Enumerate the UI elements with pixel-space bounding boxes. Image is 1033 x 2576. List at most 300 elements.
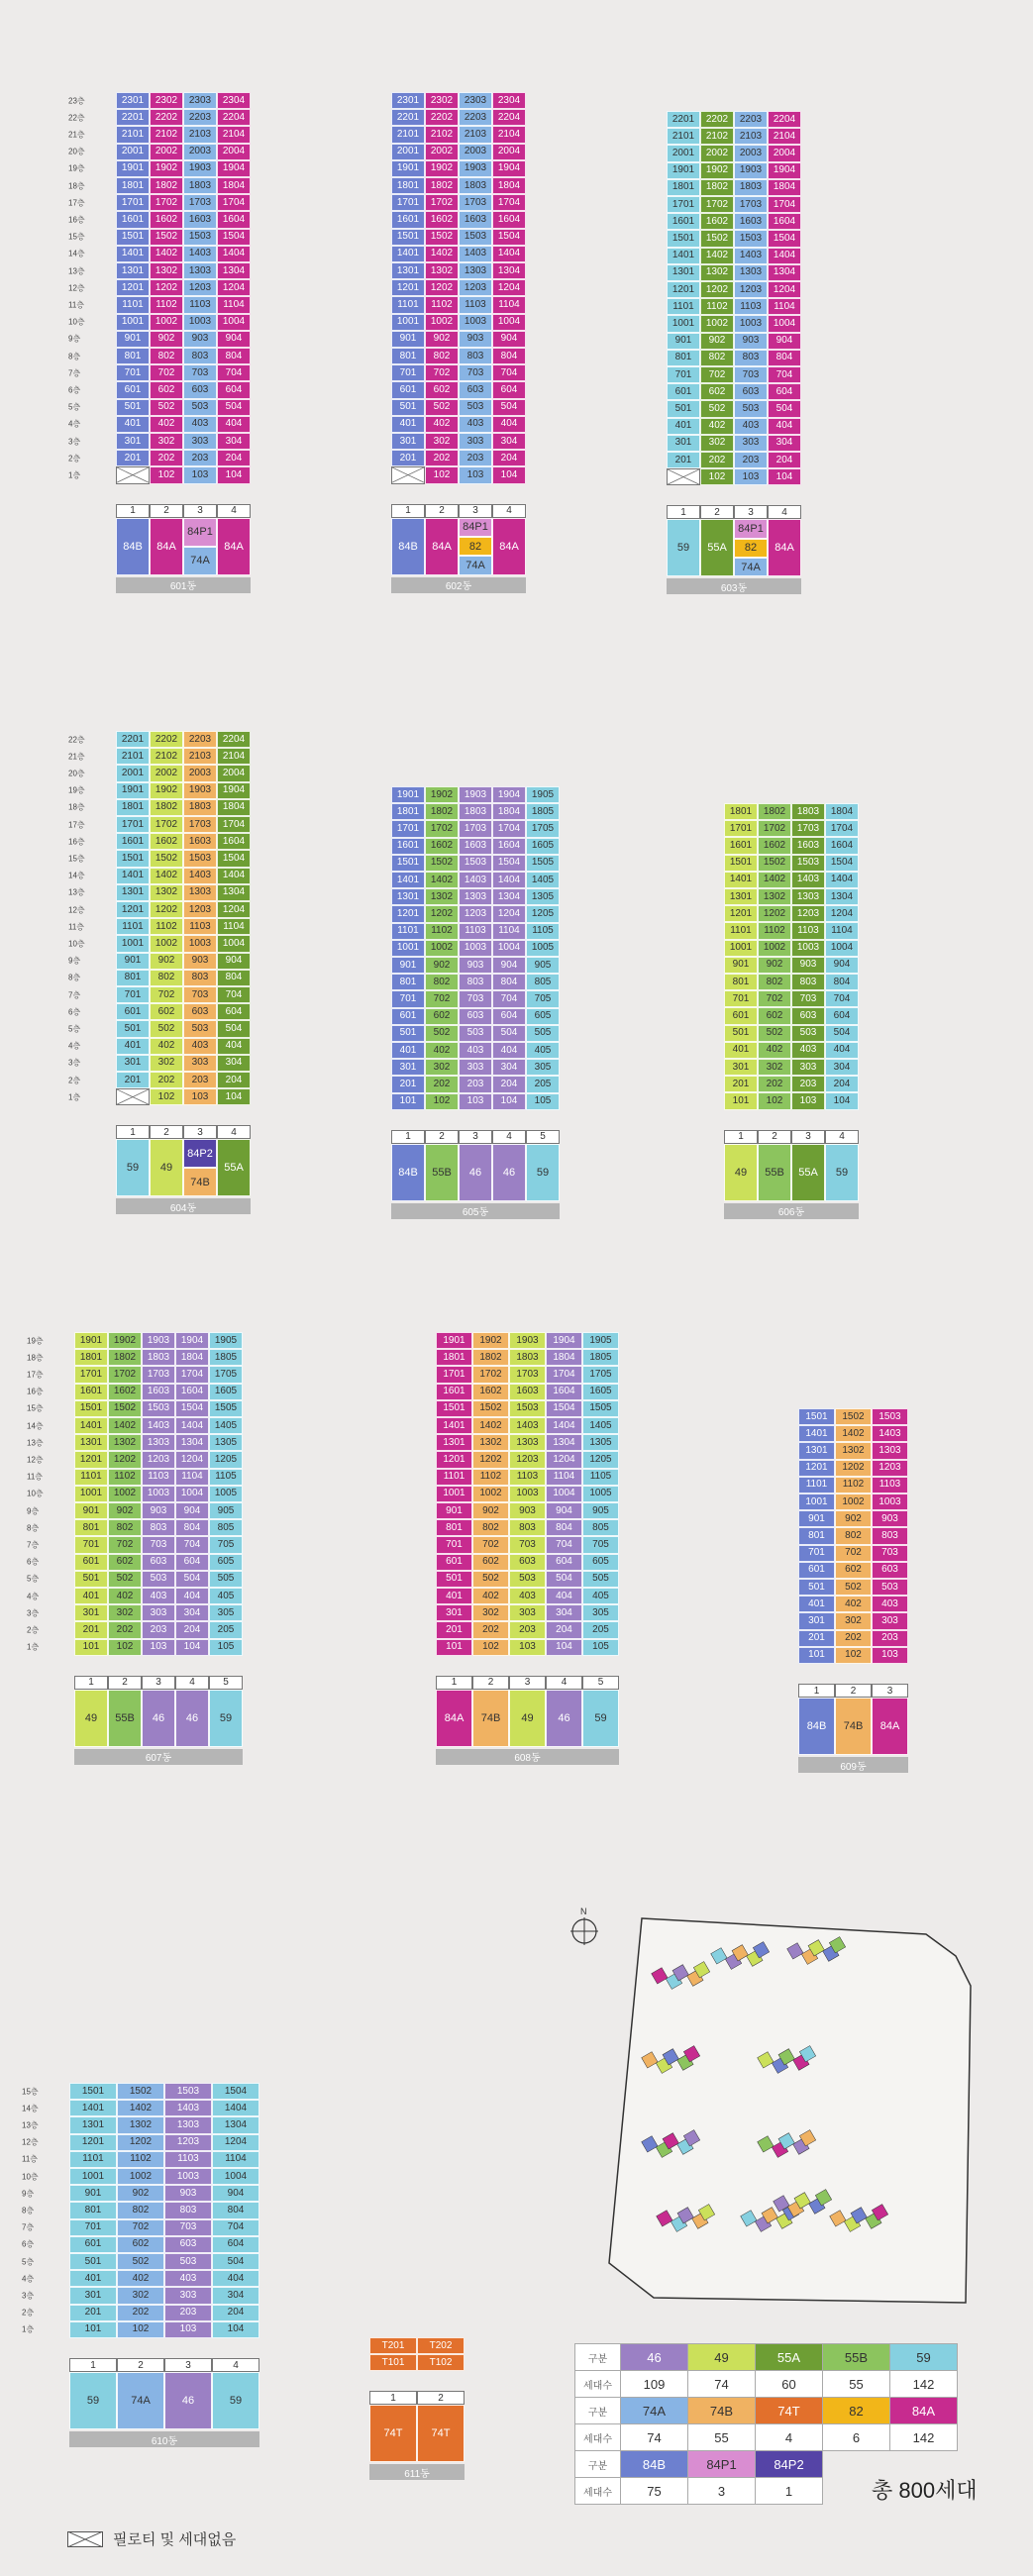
unit-cell: 804	[825, 974, 859, 990]
unit-cell: 1405	[582, 1417, 619, 1434]
unit-cell: 1304	[825, 888, 859, 905]
building-name: 605동	[391, 1203, 560, 1219]
unit-type-box: 55A	[700, 519, 734, 576]
unit-cell: 501	[74, 1571, 108, 1588]
unit-cell: 402	[150, 416, 183, 433]
unit-cell: 401	[116, 1038, 150, 1055]
unit-cell: 903	[459, 331, 492, 348]
unit-cell: 902	[425, 331, 459, 348]
unit-cell: 402	[150, 1038, 183, 1055]
unit-cell: 804	[768, 350, 801, 366]
column-header: 4	[825, 1130, 859, 1144]
floor-label: 3층	[27, 1608, 40, 1618]
unit-cell: 603	[183, 1003, 217, 1020]
unit-cell: 1302	[425, 888, 459, 905]
unit-cell: 1504	[492, 855, 526, 872]
unit-cell: 803	[183, 348, 217, 364]
column-header: 1	[69, 2358, 117, 2372]
unit-cell: 705	[582, 1536, 619, 1553]
unit-cell: 901	[391, 331, 425, 348]
unit-cell: 203	[791, 1076, 825, 1092]
unit-cell: 1002	[835, 1494, 872, 1510]
unit-cell: 1802	[472, 1349, 509, 1366]
column-header: 2	[150, 1125, 183, 1139]
floor-label: 3층	[22, 2291, 35, 2301]
unit-cell: 101	[798, 1647, 835, 1664]
unit-cell: 1201	[798, 1460, 835, 1477]
unit-cell: 403	[459, 1042, 492, 1059]
unit-cell: 502	[117, 2253, 164, 2270]
unit-cell: 803	[164, 2202, 212, 2218]
unit-cell: 1401	[74, 1417, 108, 1434]
unit-cell: 104	[175, 1639, 209, 1656]
unit-cell: 101	[391, 1093, 425, 1110]
legend-type-55B: 55B	[823, 2344, 890, 2371]
unit-type-box: 84A	[150, 518, 183, 575]
unit-cell: 402	[758, 1042, 791, 1059]
floor-label: 9층	[68, 956, 81, 966]
unit-cell: 804	[212, 2202, 259, 2218]
unit-cell: 1203	[164, 2134, 212, 2151]
floor-label: 7층	[27, 1540, 40, 1550]
unit-cell: 1804	[175, 1349, 209, 1366]
unit-cell: 1603	[459, 211, 492, 228]
unit-cell: 1501	[74, 1400, 108, 1417]
unit-type-box: 59	[825, 1144, 859, 1201]
building-name: 608동	[436, 1749, 619, 1765]
unit-cell: 303	[734, 435, 768, 452]
unit-cell: 1103	[734, 298, 768, 315]
unit-cell: 1603	[459, 838, 492, 855]
unit-cell: 1004	[492, 940, 526, 957]
unit-cell: 602	[758, 1007, 791, 1024]
floor-label: 4층	[22, 2274, 35, 2284]
column-header: 2	[117, 2358, 164, 2372]
floor-label: 14층	[27, 1421, 44, 1431]
unit-cell: 1701	[724, 820, 758, 837]
unit-cell: 1904	[217, 160, 251, 177]
unit-cell: 201	[391, 450, 425, 466]
unit-cell: 904	[217, 331, 251, 348]
floor-label: 6층	[27, 1557, 40, 1567]
unit-cell: 302	[150, 1055, 183, 1072]
unit-cell: 1903	[509, 1332, 546, 1349]
unit-cell: 1102	[472, 1469, 509, 1486]
unit-cell: 1901	[667, 162, 700, 179]
unit-cell: 1605	[582, 1384, 619, 1400]
column-header: 3	[459, 504, 492, 518]
unit-cell: 1603	[509, 1384, 546, 1400]
unit-cell: 203	[734, 452, 768, 468]
column-header: 1	[116, 504, 150, 518]
floor-label: 2층	[68, 454, 81, 464]
unit-cell: 904	[217, 953, 251, 970]
unit-cell: 1901	[116, 160, 150, 177]
unit-cell: 1101	[116, 918, 150, 935]
unit-type-box: 74B	[183, 1168, 217, 1196]
unit-cell: 102	[117, 2321, 164, 2338]
unit-cell: 503	[142, 1571, 175, 1588]
unit-cell: 1603	[791, 837, 825, 854]
legend-type-84A: 84A	[890, 2398, 958, 2424]
unit-cell: 802	[835, 1527, 872, 1544]
unit-cell: 104	[212, 2321, 259, 2338]
unit-cell: 601	[798, 1562, 835, 1579]
unit-cell: 604	[212, 2236, 259, 2253]
unit-cell: 2102	[425, 126, 459, 143]
unit-cell: 2201	[116, 109, 150, 126]
unit-cell: 1301	[436, 1434, 472, 1451]
unit-cell: 302	[108, 1604, 142, 1621]
column-header: 1	[724, 1130, 758, 1144]
unit-cell: 1502	[150, 229, 183, 246]
unit-cell: 1204	[212, 2134, 259, 2151]
unit-cell: 2104	[217, 126, 251, 143]
unit-cell: 1602	[758, 837, 791, 854]
floor-label: 18층	[68, 181, 85, 191]
unit-cell: 2004	[217, 144, 251, 160]
floor-label: 12층	[68, 283, 85, 293]
unit-cell: 1202	[472, 1451, 509, 1468]
unit-cell: 1701	[116, 194, 150, 211]
unit-cell: 1302	[117, 2116, 164, 2133]
unit-cell: 1403	[872, 1425, 908, 1442]
unit-cell: 602	[117, 2236, 164, 2253]
unit-cell: 105	[209, 1639, 243, 1656]
unit-cell: 404	[175, 1588, 209, 1604]
unit-cell: 2004	[768, 145, 801, 161]
unit-cell: 1701	[391, 820, 425, 837]
unit-cell: 501	[116, 399, 150, 416]
unit-cell: 1103	[183, 296, 217, 313]
unit-cell: 603	[459, 1008, 492, 1025]
unit-cell: 1003	[164, 2168, 212, 2185]
unit-cell: 502	[700, 400, 734, 417]
unit-cell: 1203	[183, 901, 217, 918]
unit-cell: 1704	[217, 194, 251, 211]
unit-cell: 704	[217, 364, 251, 381]
unit-cell: 1205	[526, 905, 560, 922]
unit-cell: 1501	[667, 230, 700, 247]
unit-cell: 504	[492, 1025, 526, 1042]
unit-cell: 1002	[425, 940, 459, 957]
unit-cell: 1403	[183, 868, 217, 884]
unit-cell: 1102	[425, 923, 459, 940]
unit-cell: 2102	[150, 748, 183, 765]
unit-cell: 503	[734, 400, 768, 417]
unit-cell: 1501	[391, 229, 425, 246]
legend-type-82: 82	[823, 2398, 890, 2424]
unit-cell: 904	[175, 1502, 209, 1519]
unit-cell: 802	[472, 1519, 509, 1536]
unit-cell: 604	[492, 1008, 526, 1025]
unit-cell: 703	[459, 990, 492, 1007]
unit-cell: 1804	[492, 177, 526, 194]
unit-cell: 702	[150, 364, 183, 381]
unit-cell: 1701	[116, 816, 150, 833]
unit-cell: 503	[872, 1579, 908, 1596]
unit-cell: 2003	[734, 145, 768, 161]
unit-cell: 303	[509, 1604, 546, 1621]
unit-cell: 1705	[209, 1366, 243, 1383]
column-header: 4	[217, 504, 251, 518]
unit-cell: 501	[667, 400, 700, 417]
unit-cell: 1504	[217, 850, 251, 867]
unit-cell: T201	[369, 2337, 417, 2354]
building-name: 601동	[116, 577, 251, 593]
unit-cell: 1104	[768, 298, 801, 315]
unit-cell: 501	[724, 1025, 758, 1042]
unit-cell: 802	[150, 348, 183, 364]
unit-cell: 401	[391, 1042, 425, 1059]
floor-label: 9층	[27, 1506, 40, 1516]
unit-cell: 1301	[724, 888, 758, 905]
floor-label: 19층	[68, 163, 85, 173]
unit-cell: 705	[209, 1536, 243, 1553]
unit-cell: 202	[700, 452, 734, 468]
unit-cell: 2002	[425, 144, 459, 160]
unit-cell: 202	[425, 1076, 459, 1092]
legend-count: 55	[823, 2371, 890, 2398]
unit-cell: 302	[700, 435, 734, 452]
floor-label: 17층	[68, 820, 85, 830]
unit-cell: 1201	[391, 905, 425, 922]
unit-cell: 2203	[183, 109, 217, 126]
unit-cell: 104	[546, 1639, 582, 1656]
unit-cell: 1004	[825, 940, 859, 957]
unit-cell: 1103	[509, 1469, 546, 1486]
unit-type-box: 84A	[217, 518, 251, 575]
unit-cell: 1104	[217, 296, 251, 313]
unit-cell: 1504	[546, 1400, 582, 1417]
unit-cell: 2202	[700, 111, 734, 128]
unit-cell: 405	[582, 1588, 619, 1604]
unit-type-box: 49	[74, 1690, 108, 1747]
unit-cell: 504	[492, 399, 526, 416]
unit-cell: 1704	[492, 194, 526, 211]
unit-cell: 2204	[217, 731, 251, 748]
unit-type-box: 84A	[492, 518, 526, 575]
floor-label: 5층	[68, 1024, 81, 1034]
unit-cell: 803	[459, 348, 492, 364]
pilotis-note-label: 필로티 및 세대없음	[113, 2531, 237, 2548]
floor-label: 1층	[27, 1642, 40, 1652]
unit-cell: 1304	[492, 888, 526, 905]
unit-cell: 702	[117, 2219, 164, 2236]
unit-cell: 205	[582, 1621, 619, 1638]
unit-cell: 101	[724, 1092, 758, 1109]
unit-cell: 203	[872, 1630, 908, 1647]
unit-cell: 1104	[175, 1469, 209, 1486]
unit-cell: 1702	[108, 1366, 142, 1383]
unit-cell: 1001	[724, 940, 758, 957]
unit-cell: 1301	[798, 1442, 835, 1459]
unit-cell: 2103	[459, 126, 492, 143]
unit-cell: 1401	[391, 246, 425, 262]
legend-type-46: 46	[621, 2344, 688, 2371]
legend-count: 74	[621, 2424, 688, 2451]
unit-cell: 1701	[436, 1366, 472, 1383]
unit-cell: 2103	[183, 748, 217, 765]
floor-label: 10층	[68, 939, 85, 949]
unit-cell: 802	[108, 1519, 142, 1536]
unit-type-box: 84B	[116, 518, 150, 575]
unit-cell: 402	[835, 1596, 872, 1612]
unit-cell: 701	[391, 364, 425, 381]
unit-cell: 1301	[116, 884, 150, 901]
unit-cell: 1302	[150, 884, 183, 901]
unit-cell: 1101	[74, 1469, 108, 1486]
unit-cell: 301	[391, 433, 425, 450]
unit-cell: 801	[724, 974, 758, 990]
unit-cell: 604	[217, 381, 251, 398]
unit-cell: 202	[758, 1076, 791, 1092]
unit-cell: 602	[108, 1554, 142, 1571]
unit-cell: 703	[459, 364, 492, 381]
unit-cell: 1603	[734, 213, 768, 230]
unit-cell: 302	[758, 1059, 791, 1076]
unit-cell: 902	[758, 957, 791, 974]
unit-cell: 503	[183, 399, 217, 416]
unit-cell: 701	[391, 990, 425, 1007]
unit-cell: 1302	[108, 1434, 142, 1451]
unit-type-box: 84A	[425, 518, 459, 575]
column-header: 2	[150, 504, 183, 518]
unit-cell: 705	[526, 990, 560, 1007]
unit-cell: 505	[526, 1025, 560, 1042]
floor-label: 16층	[27, 1387, 44, 1396]
unit-cell: 1402	[472, 1417, 509, 1434]
unit-cell: 2203	[459, 109, 492, 126]
legend-count-header: 세대수	[575, 2424, 621, 2451]
unit-cell: 1402	[425, 872, 459, 888]
unit-cell: 403	[183, 1038, 217, 1055]
unit-cell: 102	[758, 1092, 791, 1109]
unit-cell: 1502	[472, 1400, 509, 1417]
unit-cell: 303	[164, 2287, 212, 2304]
unit-cell: 301	[436, 1604, 472, 1621]
unit-cell: 503	[164, 2253, 212, 2270]
unit-cell: 404	[768, 418, 801, 435]
unit-cell: 1103	[872, 1477, 908, 1494]
unit-cell: 1301	[391, 888, 425, 905]
unit-type-box: 55A	[791, 1144, 825, 1201]
unit-cell: 601	[116, 1003, 150, 1020]
unit-cell: 1101	[391, 296, 425, 313]
unit-cell: 1205	[582, 1451, 619, 1468]
unit-type-box: 74A	[117, 2372, 164, 2429]
unit-cell: 104	[825, 1092, 859, 1109]
unit-cell: 1001	[116, 314, 150, 331]
floor-label: 14층	[68, 249, 85, 258]
unit-cell: 1402	[150, 246, 183, 262]
unit-cell: 903	[509, 1502, 546, 1519]
unit-cell: 1301	[116, 262, 150, 279]
unit-cell: 805	[582, 1519, 619, 1536]
unit-cell: 1404	[768, 248, 801, 264]
unit-cell: 1303	[183, 884, 217, 901]
unit-cell: 1601	[436, 1384, 472, 1400]
unit-cell: 504	[217, 399, 251, 416]
unit-cell: 502	[108, 1571, 142, 1588]
unit-cell: 1103	[459, 923, 492, 940]
floor-label: 1층	[22, 2324, 35, 2334]
unit-cell: 1604	[768, 213, 801, 230]
unit-cell: 102	[150, 466, 183, 483]
unit-cell: 602	[425, 381, 459, 398]
unit-cell: 1002	[150, 935, 183, 952]
unit-cell: 304	[217, 433, 251, 450]
unit-cell: 201	[436, 1621, 472, 1638]
unit-cell: 1801	[74, 1349, 108, 1366]
unit-cell: 1201	[69, 2134, 117, 2151]
unit-cell: 202	[425, 450, 459, 466]
column-header: 2	[425, 1130, 459, 1144]
unit-cell: 903	[142, 1502, 175, 1519]
unit-cell	[667, 468, 700, 485]
unit-cell: 1601	[116, 211, 150, 228]
unit-cell: 2204	[768, 111, 801, 128]
legend-type-header: 구분	[575, 2344, 621, 2371]
unit-cell: 1101	[116, 296, 150, 313]
unit-cell: 1902	[150, 160, 183, 177]
unit-cell: 2101	[391, 126, 425, 143]
legend-type-74B: 74B	[688, 2398, 756, 2424]
column-header: 2	[417, 2391, 465, 2405]
unit-cell: 203	[509, 1621, 546, 1638]
unit-cell: 704	[825, 990, 859, 1007]
building-name: 604동	[116, 1198, 251, 1214]
unit-cell: T202	[417, 2337, 465, 2354]
unit-cell: 702	[425, 990, 459, 1007]
floor-label: 6층	[22, 2239, 35, 2249]
unit-cell	[116, 466, 150, 483]
unit-cell: 1005	[209, 1486, 243, 1502]
floor-label: 18층	[68, 802, 85, 812]
unit-cell: 801	[116, 970, 150, 986]
unit-cell: 1902	[472, 1332, 509, 1349]
unit-cell: 1503	[183, 850, 217, 867]
unit-cell: 804	[217, 348, 251, 364]
unit-cell: 2303	[183, 92, 217, 109]
unit-cell: 1101	[391, 923, 425, 940]
unit-cell: 1602	[425, 838, 459, 855]
unit-cell: 1401	[724, 872, 758, 888]
unit-type-box: 55B	[758, 1144, 791, 1201]
building-name: 602동	[391, 577, 526, 593]
unit-cell: 301	[391, 1059, 425, 1076]
unit-cell: 202	[150, 1072, 183, 1088]
floor-label: 3층	[68, 1058, 81, 1068]
unit-cell: 1601	[116, 833, 150, 850]
unit-cell: 1104	[212, 2151, 259, 2168]
unit-cell: 301	[798, 1612, 835, 1629]
unit-cell: 1702	[150, 194, 183, 211]
unit-cell: 404	[825, 1042, 859, 1059]
unit-cell: 904	[768, 333, 801, 350]
unit-cell: 901	[116, 953, 150, 970]
unit-cell: 1402	[425, 246, 459, 262]
unit-cell: 1204	[546, 1451, 582, 1468]
unit-cell: 1803	[183, 799, 217, 816]
floor-label: 10층	[68, 317, 85, 327]
unit-cell: 403	[734, 418, 768, 435]
unit-cell: 303	[872, 1612, 908, 1629]
legend-count: 109	[621, 2371, 688, 2398]
unit-cell: 701	[69, 2219, 117, 2236]
unit-cell: 503	[459, 399, 492, 416]
unit-cell: 701	[436, 1536, 472, 1553]
